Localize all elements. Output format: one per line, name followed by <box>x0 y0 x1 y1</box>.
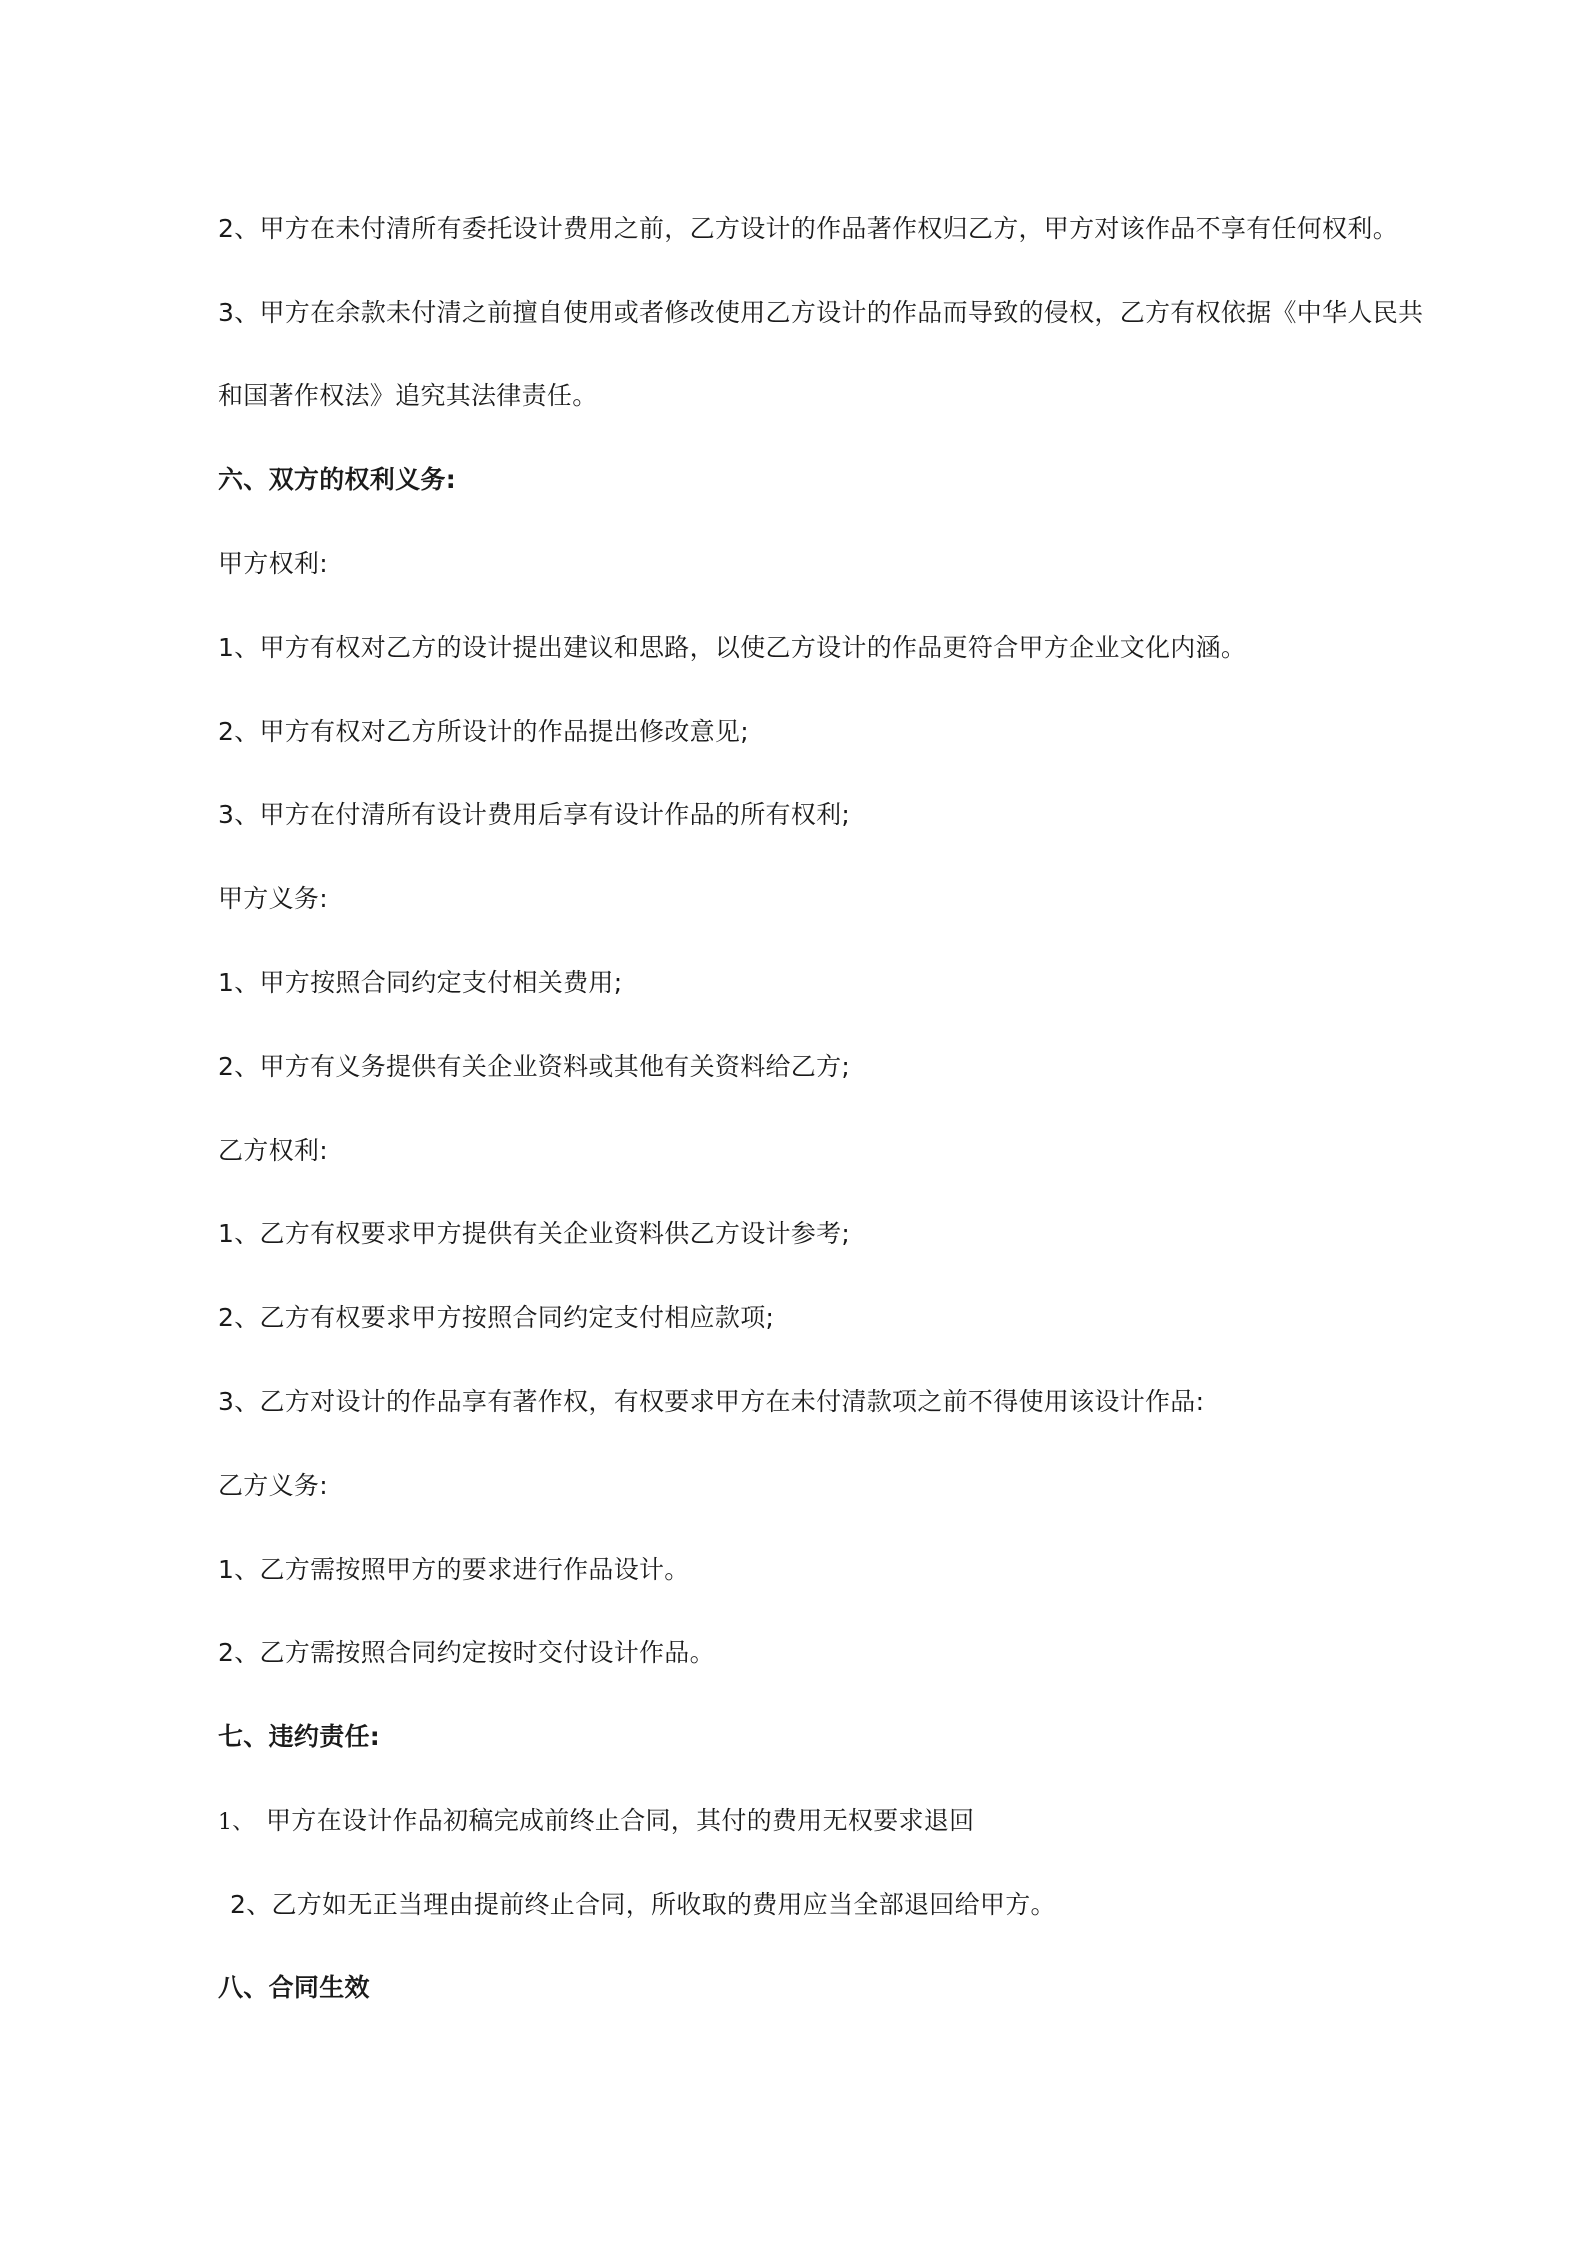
clause-5-item-3-line-1: 3、甲方在余款未付清之前擅自使用或者修改使用乙方设计的作品而导致的侵权，乙方有权依据《中华人民共 <box>218 298 1424 327</box>
section-7-item-1-number: 1、 <box>218 1810 255 1835</box>
section-7-item-2: 2、乙方如无正当理由提前终止合同，所收取的费用应当全部退回给甲方。 <box>230 1890 1056 1919</box>
party-b-duties-item: 1、乙方需按照甲方的要求进行作品设计。 <box>218 1555 690 1584</box>
section-6-heading: 六、双方的权利义务: <box>218 465 456 494</box>
party-b-rights-item: 3、乙方对设计的作品享有著作权，有权要求甲方在未付清款项之前不得使用该设计作品: <box>218 1387 1205 1416</box>
party-a-rights-item: 1、甲方有权对乙方的设计提出建议和思路，以使乙方设计的作品更符合甲方企业文化内涵。 <box>218 633 1247 662</box>
party-b-duties-title: 乙方义务: <box>218 1471 328 1500</box>
party-a-duties-item: 2、甲方有义务提供有关企业资料或其他有关资料给乙方; <box>218 1052 851 1081</box>
party-a-duties-item: 1、甲方按照合同约定支付相关费用; <box>218 968 623 997</box>
party-b-duties-item: 2、乙方需按照合同约定按时交付设计作品。 <box>218 1638 715 1667</box>
party-a-rights-item: 2、甲方有权对乙方所设计的作品提出修改意见; <box>218 717 749 746</box>
party-a-rights-item: 3、甲方在付清所有设计费用后享有设计作品的所有权利; <box>218 800 851 829</box>
party-a-rights-title: 甲方权利: <box>218 549 328 578</box>
party-b-rights-title: 乙方权利: <box>218 1136 328 1165</box>
section-7-item-1-text: 甲方在设计作品初稿完成前终止合同，其付的费用无权要求退回 <box>266 1806 975 1835</box>
party-b-rights-item: 1、乙方有权要求甲方提供有关企业资料供乙方设计参考; <box>218 1219 851 1248</box>
clause-5-item-2: 2、甲方在未付清所有委托设计费用之前，乙方设计的作品著作权归乙方，甲方对该作品不享有任何权利。 <box>218 214 1399 243</box>
party-a-duties-title: 甲方义务: <box>218 884 328 913</box>
party-b-rights-item: 2、乙方有权要求甲方按照合同约定支付相应款项; <box>218 1303 775 1332</box>
section-8-heading: 八、合同生效 <box>218 1973 370 2002</box>
section-7-item-1 <box>218 1804 974 1840</box>
section-7-heading: 七、违约责任: <box>218 1722 381 1751</box>
clause-5-item-3-line-2: 和国著作权法》追究其法律责任。 <box>218 381 598 410</box>
